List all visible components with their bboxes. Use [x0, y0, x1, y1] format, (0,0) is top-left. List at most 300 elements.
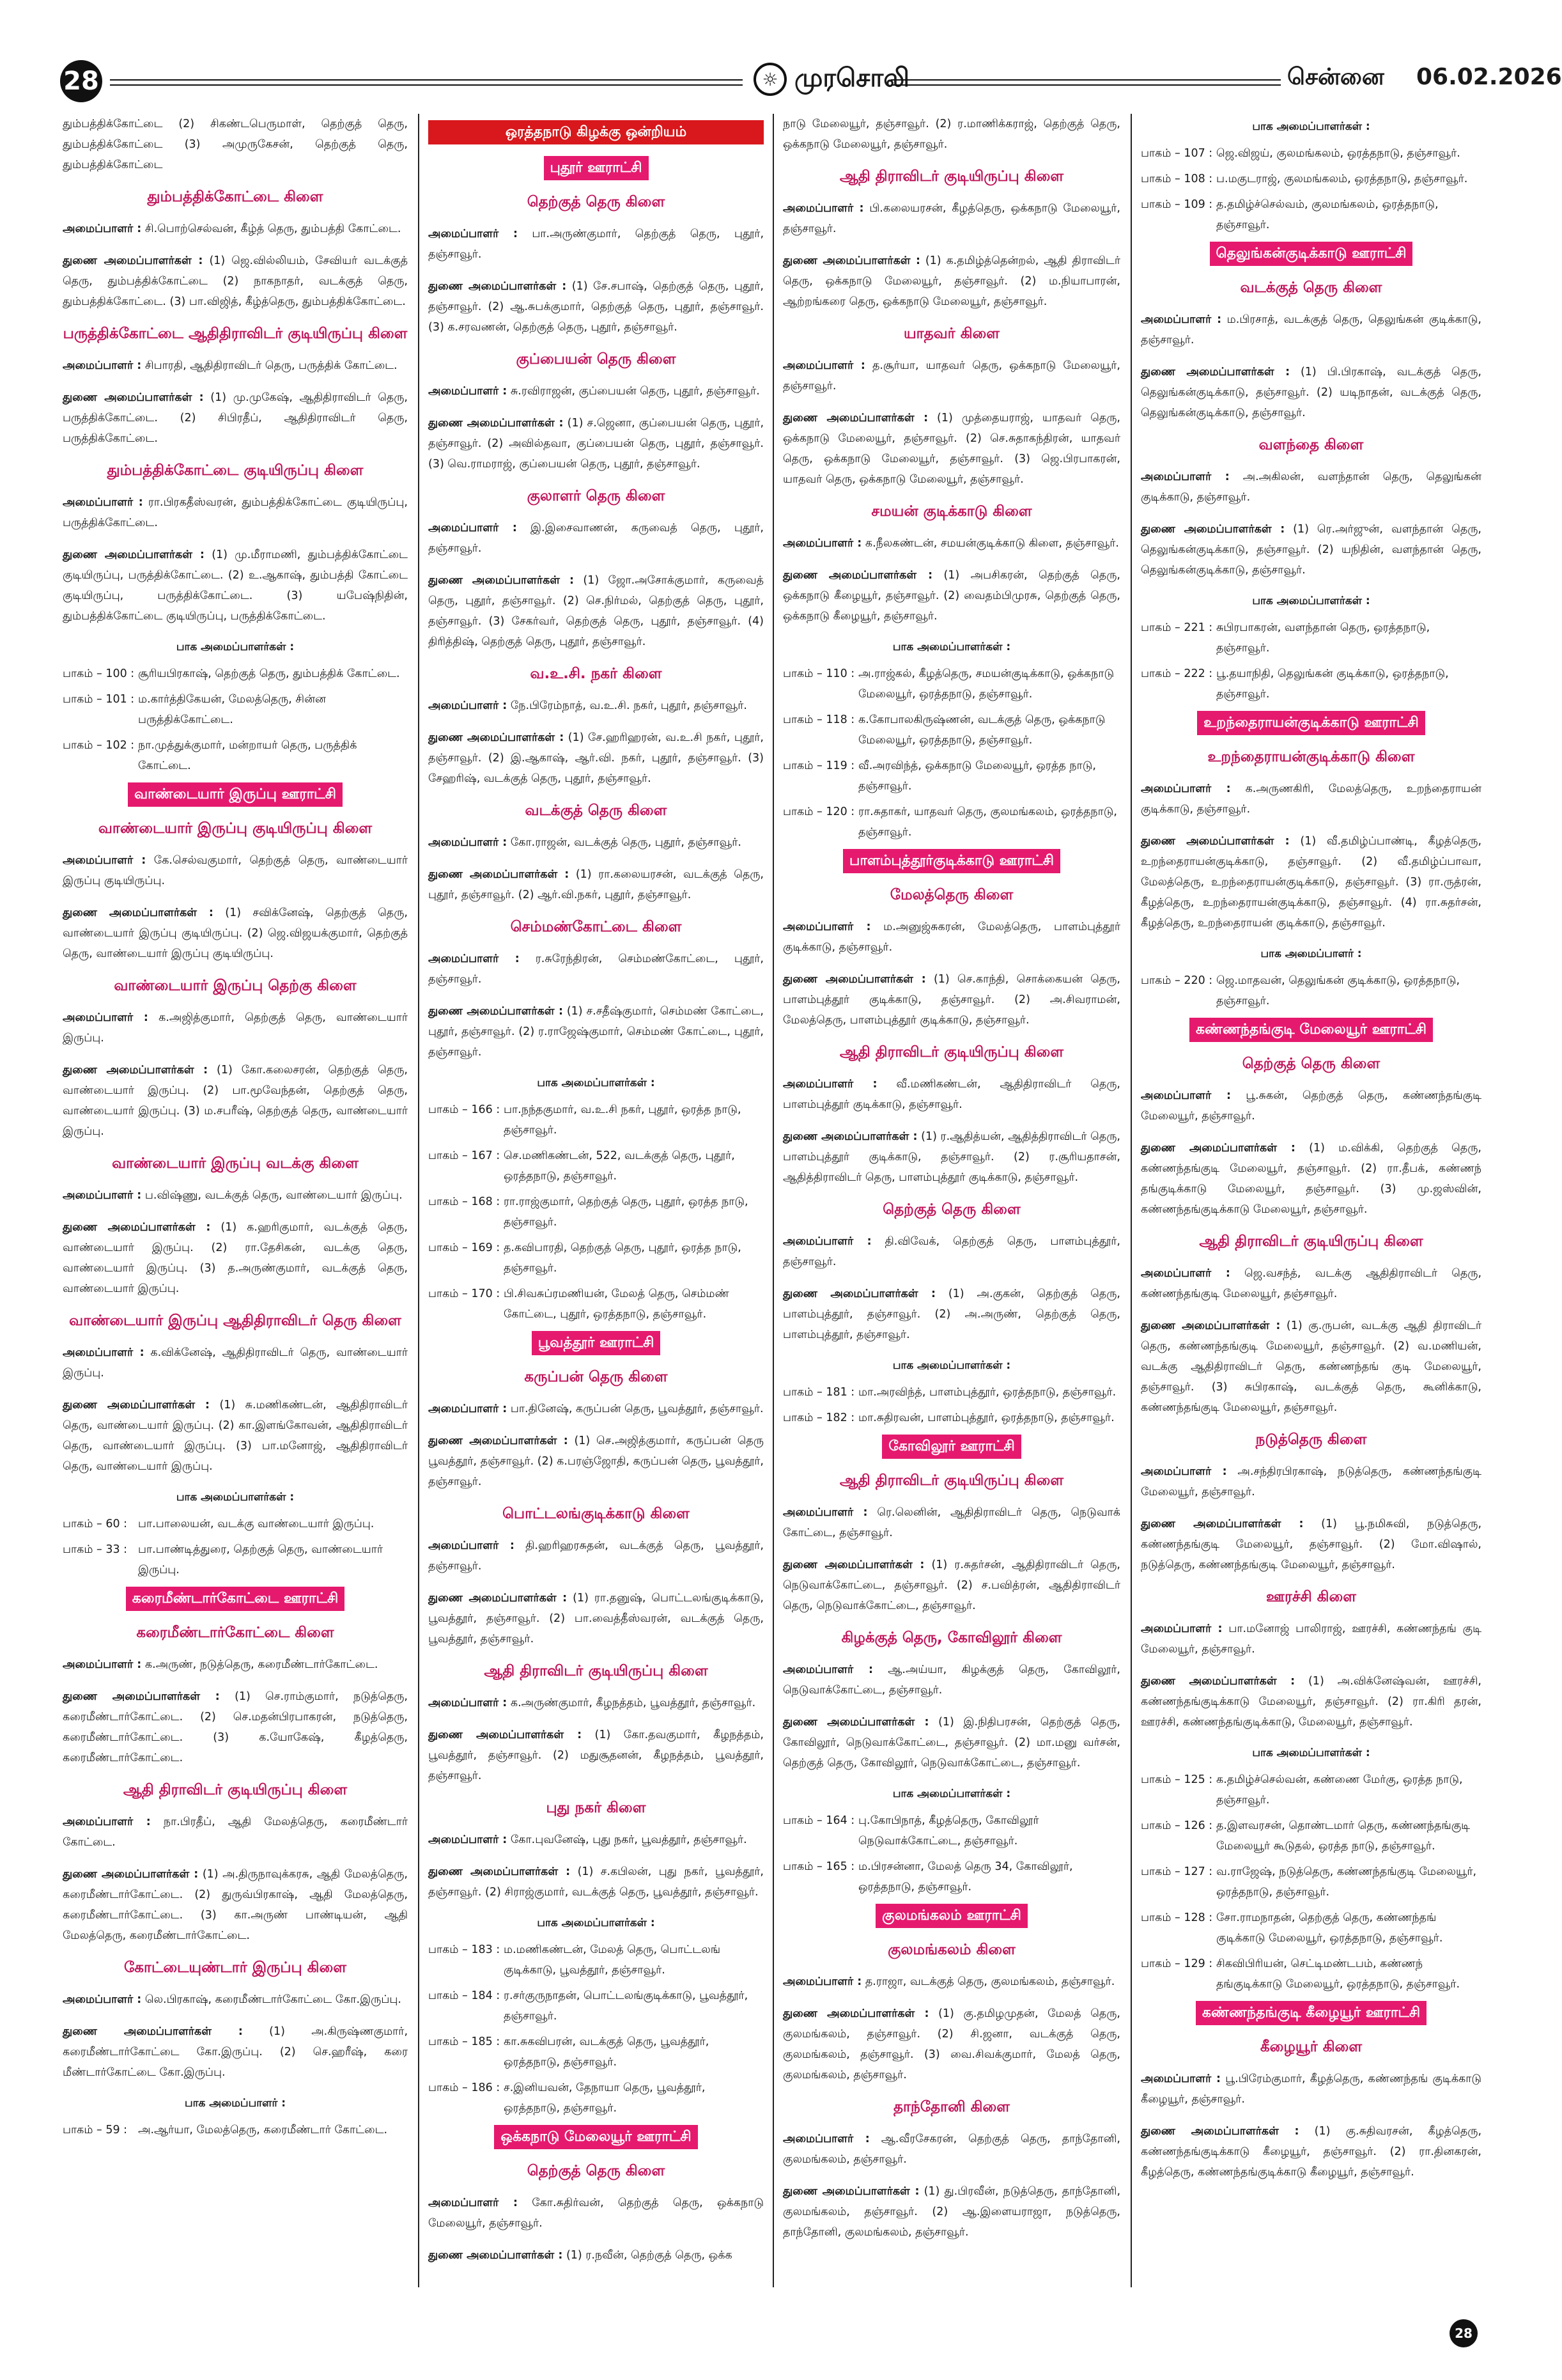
- paragraph-text: லெ.பிரகாஷ், கரைமீண்டார்கோட்டை கோ.இருப்பு.: [141, 1993, 401, 2006]
- role-label: துணை அமைப்பாளர்கள் :: [428, 1865, 571, 1878]
- role-label: அமைப்பாளர் :: [428, 2197, 518, 2209]
- union-heading-band: ஒரத்தநாடு கிழக்கு ஒன்றியம்: [428, 120, 764, 144]
- paragraph-text: த.ராஜா, வடக்குத் தெரு, குலமங்கலம், தஞ்சாவூர்.: [862, 1975, 1115, 1988]
- booth-number: பாகம் – 220 :: [1141, 974, 1213, 987]
- paragraph-text: (1) ச.கபிலன், புது நகர், பூவத்தூர், தஞ்சாவூர். (2) சிராஜ்குமார், வடக்குத் தெரு, பூவத்தூர், தஞ்சாவூர்.: [428, 1865, 764, 1899]
- paragraph-text: (1) கு.தமிழமுதன், மேலத் தெரு, குலமங்கலம், தஞ்சாவூர். (2) சி.ஜனா, வடக்குத் தெரு, குலமங்கலம், தஞ்சாவூர். (3) வை.சிவக்குமார், மேலத் தெரு, குலமங்கலம், தஞ்சாவூர்.: [783, 2007, 1120, 2081]
- paragraph: [783, 1502, 1120, 1543]
- panchayat-heading-band: புதூர் ஊராட்சி: [544, 156, 649, 180]
- paragraph: [63, 903, 408, 964]
- paragraph: [428, 1693, 764, 1713]
- booth-person: ப.மகுடராஜ், குலமங்கலம், ஒரத்தநாடு, தஞ்சாவூர்.: [1216, 173, 1468, 185]
- paragraph-text: (1) கு.ருபன், வடக்கு ஆதி திராவிடர் தெரு, கண்ணந்தங்குடி மேலையூர், தஞ்சாவூர். (2) வ.மணியன், வடக்கு ஆதிதிராவிடர் தெரு, கண்ணந்தங் குடி மேலையூர், தஞ்சாவூர். (3) சுபிரகாஷ், வடக்குத் தெரு, கூனிக்காடு, கண்ணந்தங்குடி மேலையூர், தஞ்சாவூர்.: [1141, 1319, 1481, 1414]
- branch-heading: தும்பத்திக்கோட்டை கிளை: [147, 189, 323, 205]
- role-label: அமைப்பாளர் :: [783, 1975, 862, 1988]
- booth-person: ரா.ராஜ்குமார், தெற்குத் தெரு, புதூர், ஒரத்த நாடு, தஞ்சாவூர்.: [504, 1195, 748, 1229]
- role-label: துணை அமைப்பாளர்கள் :: [1141, 1142, 1295, 1155]
- booth-number: பாகம் – 128 :: [1141, 1911, 1213, 1924]
- role-label: அமைப்பாளர் :: [783, 1078, 878, 1091]
- section-label: பாக அமைப்பாளர்கள் :: [537, 1917, 655, 1929]
- paragraph-text: (1) ச.சதீஷ்குமார், செம்மண் கோட்டை, புதூர், தஞ்சாவூர். (2) ர.ராஜேஷ்குமார், செம்மண் கோட்டை, புதூர், தஞ்சாவூர்.: [428, 1005, 764, 1059]
- role-label: துணை அமைப்பாளர்கள் :: [1141, 835, 1290, 848]
- paragraph-text: நா.பிரதீப், ஆதி மேலத்தெரு, கரைமீண்டார் கோட்டை.: [63, 1816, 408, 1849]
- paragraph-text: (1) கோ.தவகுமார், கீழநத்தம், பூவத்தூர், தஞ்சாவூர். (2) மதுசூதனன், கீழநத்தம், பூவத்தூர், தஞ்சாவூர்.: [428, 1729, 764, 1782]
- paragraph-text: (1) மு.முகேஷ், ஆதிதிராவிடர் தெரு, பருத்திக்கோட்டை. (2) சிபிரதீப், ஆதிதிராவிடர் தெரு, பருத்திக்கோட்டை.: [63, 391, 408, 445]
- paragraph-text: (1) க.ஹரிகுமார், வடக்குத் தெரு, வாண்டையார் இருப்பு. (2) ரா.தேசிகன், வடக்கு தெரு, வாண்டையார் இருப்பு. (3) த.அருண்குமார், வடக்குத் தெரு, வாண்டையார் இருப்பு.: [63, 1221, 408, 1295]
- paragraph-text: நாடு மேலையூர், தஞ்சாவூர். (2) ர.மாணிக்கராஜ், தெற்குத் தெரு, ஒக்கநாடு மேலையூர், தஞ்சாவூர்.: [783, 118, 1120, 151]
- booth-person: ரா.சுதாகர், யாதவர் தெரு, குலமங்கலம், ஒரத்தநாடு, தஞ்சாவூர்.: [858, 805, 1117, 839]
- role-label: அமைப்பாளர் :: [783, 1235, 872, 1248]
- role-label: துணை அமைப்பாளர்கள் :: [783, 1130, 918, 1143]
- booth-number: பாகம் – 169 :: [428, 1241, 500, 1254]
- paragraph: [63, 492, 408, 533]
- booth-person: ம.பிரசன்னா, மேலத் தெரு 34, கோவிலூர், ஒரத்தநாடு, தஞ்சாவூர்.: [858, 1860, 1073, 1894]
- paragraph-text: த.சூர்யா, யாதவர் தெரு, ஒக்கநாடு மேலையூர், தஞ்சாவூர்.: [783, 359, 1120, 393]
- branch-heading: கரைமீண்டார்கோட்டை கிளை: [136, 1624, 334, 1641]
- column-divider: [418, 114, 419, 2287]
- paragraph-text: ப.விஷ்ணு, வடக்குத் தெரு, வாண்டையார் இருப்பு.: [141, 1189, 403, 1202]
- paragraph: [1141, 831, 1481, 933]
- branch-heading: வாண்டையார் இருப்பு வடக்கு கிளை: [112, 1155, 359, 1172]
- section-label: பாக அமைப்பாளர்கள் :: [176, 641, 295, 653]
- paragraph: [783, 1284, 1120, 1345]
- booth-number: பாகம் – 60 :: [63, 1518, 128, 1530]
- booth-number: பாகம் – 126 :: [1141, 1819, 1213, 1832]
- paragraph-text: (1) ம.விக்கி, தெற்குத் தெரு, கண்ணந்தங்குடி மேலையூர், தஞ்சாவூர். (2) ரா.தீபக், கண்ணந் தங்குடிக்காடு மேலையூர், தஞ்சாவூர். (3) மு.ஜஸ்வின், கண்ணந்தங்குடிக்காடு மேலையூர், தஞ்சாவூர்.: [1141, 1142, 1481, 1216]
- paragraph-text: (1) ர.ஆதித்யன், ஆதித்திராவிடர் தெரு, பாளம்புத்தூர் குடிக்காடு, தஞ்சாவூர். (2) ர.சூரியதாசன், ஆதித்திராவிடர் தெரு, பாளம்புத்தூர் குடிக்காடு, தஞ்சாவூர்.: [783, 1130, 1120, 1184]
- paragraph-text: (1) பி.பிரகாஷ், வடக்குத் தெரு, தெலுங்கன்குடிக்காடு, தஞ்சாவூர். (2) யடிநாதன், வடக்குத் தெரு, தெலுங்கன்குடிக்காடு, தஞ்சாவூர்.: [1141, 366, 1481, 419]
- branch-heading: கருப்பன் தெரு கிளை: [524, 1369, 668, 1385]
- role-label: அமைப்பாளர் :: [1141, 1622, 1223, 1635]
- paragraph: [783, 1074, 1120, 1115]
- booth-person: வீ.அரவிந்த், ஒக்கநாடு மேலையூர், ஒரத்த நாடு, தஞ்சாவூர்.: [858, 759, 1096, 793]
- branch-heading: வடக்குத் தெரு கிளை: [1240, 279, 1382, 296]
- branch-heading: வளந்தை கிளை: [1258, 437, 1364, 453]
- paragraph: [783, 565, 1120, 626]
- paragraph: [63, 219, 408, 239]
- branch-heading: புது நகர் கிளை: [546, 1800, 646, 1816]
- booth-entry: [783, 1856, 1120, 1897]
- role-label: அமைப்பாளர் :: [63, 359, 142, 372]
- footer-page-number: 28: [1450, 2319, 1478, 2347]
- booth-number: பாகம் – 127 :: [1141, 1865, 1213, 1878]
- paragraph: [63, 1686, 408, 1768]
- booth-person: வ.ராஜேஷ், நடுத்தெரு, கண்ணந்தங்குடி மேலையூர், ஒரத்தநாடு, தஞ்சாவூர்.: [1216, 1865, 1477, 1899]
- booth-person: ஜெ.விஜய், குலமங்கலம், ஒரத்தநாடு, தஞ்சாவூர்.: [1216, 147, 1460, 160]
- booth-entry: [428, 1238, 764, 1279]
- paragraph-text: (1) சே.ஹரிஹரன், வ.உ.சி நகர், புதூர், தஞ்சாவூர். (2) இ.ஆகாஷ், ஆர்.வி. நகர், புதூர், தஞ்சாவூர். (3) சேஹரிஷ், வடக்குத் தெரு, புதூர், தஞ்சாவூர்.: [428, 731, 764, 785]
- panchayat-heading-band: கரைமீண்டார்கோட்டை ஊராட்சி: [126, 1587, 345, 1611]
- booth-entry: [783, 802, 1120, 843]
- booth-person: ஜெ.மாதவன், தெலுங்கன் குடிக்காடு, ஒரத்தநாடு, தஞ்சாவூர்.: [1216, 974, 1460, 1007]
- paragraph-text: தும்பத்திக்கோட்டை (2) சிகண்டபெருமாள், தெற்குத் தெரு, தும்பத்திக்கோட்டை (3) அமுருகேசன், தெற்குத் தெரு, தும்பத்திக்கோட்டை: [63, 118, 408, 171]
- booth-number: பாகம் – 182 :: [783, 1412, 855, 1424]
- paragraph-text: பா.தினேஷ், கருப்பன் தெரு, பூவத்தூர், தஞ்சாவூர்.: [507, 1403, 764, 1415]
- sun-emblem-icon: ☼: [754, 63, 787, 96]
- paragraph: [1141, 362, 1481, 423]
- role-label: துணை அமைப்பாளர்கள் :: [63, 1399, 210, 1412]
- role-label: துணை அமைப்பாளர்கள் :: [1141, 366, 1290, 378]
- paragraph-text: (1) செ.காந்தி, சொக்கையன் தெரு, பாளம்புத்தூர் குடிக்காடு, தஞ்சாவூர். (2) அ.சிவராமன், மேலத்தெரு, பாளம்புத்தூர் குடிக்காடு, தஞ்சாவூர்.: [783, 973, 1120, 1027]
- booth-number: பாகம் – 120 :: [783, 805, 855, 818]
- role-label: துணை அமைப்பாளர்கள் :: [63, 906, 213, 919]
- paragraph: [63, 355, 408, 376]
- role-label: அமைப்பாளர் :: [428, 1403, 507, 1415]
- booth-number: பாகம் – 110 :: [783, 667, 855, 680]
- booth-entry: [1141, 1908, 1481, 1948]
- role-label: துணை அமைப்பாளர்கள் :: [428, 417, 564, 430]
- branch-heading: வாண்டையார் இருப்பு தெற்கு கிளை: [114, 977, 357, 994]
- booth-number: பாகம் – 168 :: [428, 1195, 500, 1208]
- booth-entry: [63, 664, 408, 684]
- paragraph: [428, 832, 764, 853]
- booth-person: மா.அரவிந்த், பாளம்புத்தூர், ஒரத்தநாடு, தஞ்சாவூர்.: [858, 1386, 1117, 1399]
- paragraph: [1141, 1461, 1481, 1502]
- role-label: துணை அமைப்பாளர்கள் :: [1141, 523, 1285, 536]
- branch-heading: கோட்டையுண்டார் இருப்பு கிளை: [123, 1959, 347, 1976]
- booth-entry: [1141, 169, 1481, 189]
- paragraph-text: கோ.புவனேஷ், புது நகர், பூவத்தூர், தஞ்சாவூர்.: [507, 1833, 747, 1846]
- section-label: பாக அமைப்பாளர்கள் :: [537, 1077, 655, 1089]
- branch-heading: கீழையூர் கிளை: [1260, 2039, 1363, 2055]
- paragraph-text: தி.ஹரிஹரசுதன், வடக்குத் தெரு, பூவத்தூர், தஞ்சாவூர்.: [428, 1539, 764, 1573]
- panchayat-heading-band: வாண்டையார் இருப்பு ஊராட்சி: [128, 782, 343, 807]
- branch-heading: ஆதி திராவிடர் குடியிருப்பு கிளை: [839, 168, 1064, 185]
- paragraph-text: (1) து.பிரவீன், நடுத்தெரு, தாந்தோனி, குலமங்கலம், தஞ்சாவூர். (2) ஆ.இளையராஜா, நடுத்தெரு, தாந்தோனி, குலமங்கலம், தஞ்சாவூர்.: [783, 2185, 1121, 2239]
- role-label: அமைப்பாளர் :: [1141, 2073, 1221, 2085]
- paragraph: [1141, 519, 1481, 580]
- masthead: [60, 58, 1562, 104]
- section-label: பாக அமைப்பாளர்கள் :: [1252, 595, 1370, 607]
- paragraph-text: கோ.சுதிர்வன், தெற்குத் தெரு, ஒக்கநாடு மேலையூர், தஞ்சாவூர்.: [428, 2197, 764, 2230]
- paragraph-text: (1) சே.சபாஷ், தெற்குத் தெரு, புதூர், தஞ்சாவூர். (2) ஆ.சுபக்குமார், தெற்குத் தெரு, புதூர், தஞ்சாவூர். (3) க.சரவணன், தெற்குத் தெரு, புதூர், தஞ்சாவூர்.: [428, 280, 764, 334]
- paragraph: [63, 1989, 408, 2010]
- paragraph-text: (1) ர.சுதர்சன், ஆதிதிராவிடர் தெரு, நெடுவாக்கோட்டை, தஞ்சாவூர். (2) ச.பவித்ரன், ஆதிதிராவிடர் தெரு, நெடுவாக்கோட்டை, தஞ்சாவூர்.: [783, 1559, 1120, 1612]
- paragraph: [63, 545, 408, 626]
- paragraph: [63, 1812, 408, 1853]
- article-column-2: [422, 114, 770, 2287]
- role-label: அமைப்பாளர் :: [783, 921, 871, 933]
- role-label: துணை அமைப்பாளர்கள் :: [63, 1868, 199, 1881]
- section-label: பாக அமைப்பாளர்கள் :: [1252, 1746, 1370, 1759]
- paragraph-text: (1) ரெ.அர்ஜுன், வளந்தான் தெரு, தெலுங்கன்குடிக்காடு, தஞ்சாவூர். (2) யநிதின், வளந்தான் தெரு, தெலுங்கன்குடிக்காடு, தஞ்சாவூர்.: [1141, 523, 1481, 577]
- booth-person: ம.மணிகண்டன், மேலத் தெரு, பொட்டலங் குடிக்காடு, பூவத்தூர், தஞ்சாவூர்.: [504, 1943, 721, 1977]
- role-label: அமைப்பாளர் :: [63, 1189, 142, 1202]
- role-label: துணை அமைப்பாளர்கள் :: [783, 412, 929, 424]
- paragraph: [428, 1862, 764, 1902]
- branch-heading: சமயன் குடிக்காடு கிளை: [871, 503, 1032, 520]
- masthead-rule-right: [891, 79, 1281, 86]
- paragraph-text: (1) ச.ஜெனா, குப்பையன் தெரு, புதூர், தஞ்சாவூர். (2) அவில்தவா, குப்பையன் தெரு, புதூர், தஞ்சாவூர். (3) வெ.ராமராஜ், குப்பையன் தெரு, புதூர், தஞ்சாவூர்.: [428, 417, 764, 471]
- role-label: துணை அமைப்பாளர்கள் :: [428, 1729, 582, 1741]
- paragraph: [1141, 309, 1481, 350]
- booth-entry: [428, 2078, 764, 2119]
- paragraph: [783, 917, 1120, 958]
- paragraph: [783, 408, 1120, 490]
- booth-entry: [1141, 1816, 1481, 1856]
- role-label: துணை அமைப்பாளர்கள் :: [428, 574, 574, 587]
- role-label: துணை அமைப்பாளர்கள் :: [1141, 2125, 1299, 2138]
- role-label: அமைப்பாளர் :: [428, 1539, 514, 1552]
- panchayat-heading-band: பாளம்புத்தூர்குடிக்காடு ஊராட்சி: [843, 849, 1060, 873]
- paragraph-text: பி.கலையரசன், கீழத்தெரு, ஒக்கநாடு மேலையூர், தஞ்சாவூர்.: [783, 202, 1120, 235]
- paragraph: [428, 381, 764, 401]
- booth-person: பூ.தயாநிதி, தெலுங்கன் குடிக்காடு, ஒரத்தநாடு, தஞ்சாவூர்.: [1216, 667, 1449, 701]
- paragraph-text: (1) ர.நவீன், தெற்குத் தெரு, ஒக்க: [562, 2249, 732, 2262]
- paragraph-text: (1) முத்தையராஜ், யாதவர் தெரு, ஒக்கநாடு மேலையூர், தஞ்சாவூர். (2) செ.சுதாகந்திரன், யாதவர் தெரு, ஒக்கநாடு மேலையூர், தஞ்சாவூர். (3) ஜெ.பிரபாகரன், யாதவர் தெரு, ஒக்கநாடு மேலையூர், தஞ்சாவூர்.: [783, 412, 1120, 486]
- role-label: அமைப்பாளர் :: [63, 1346, 144, 1359]
- masthead-rule-left: [110, 79, 743, 86]
- role-label: துணை அமைப்பாளர்கள் :: [428, 1592, 568, 1605]
- paragraph-text: ஆ.வீரசேகரன், தெற்குத் தெரு, தாந்தோனி, குலமங்கலம், தஞ்சாவூர்.: [783, 2133, 1120, 2166]
- role-label: துணை அமைப்பாளர்கள் :: [783, 2007, 929, 2020]
- booth-entry: [783, 710, 1120, 751]
- paragraph: [428, 696, 764, 716]
- role-label: அமைப்பாளர் :: [428, 699, 507, 712]
- role-label: அமைப்பாளர் :: [428, 385, 507, 398]
- paragraph-text: அ.அகிலன், வளந்தான் தெரு, தெலுங்கன் குடிக்காடு, தஞ்சாவூர்.: [1141, 471, 1481, 504]
- booth-number: பாகம் – 59 :: [63, 2124, 128, 2136]
- paragraph-text: கே.செல்வகுமார், தெற்குத் தெரு, வாண்டையார் இருப்பு குடியிருப்பு.: [63, 854, 408, 887]
- article-column-4: [1134, 114, 1488, 2287]
- paragraph: [428, 2193, 764, 2234]
- panchayat-heading-band: குலமங்கலம் ஊராட்சி: [876, 1904, 1028, 1928]
- booth-entry: [783, 1810, 1120, 1851]
- role-label: துணை அமைப்பாளர்கள் :: [63, 391, 204, 404]
- article-column-3: [777, 114, 1127, 2287]
- paragraph: [1141, 1514, 1481, 1575]
- booth-entry: [783, 1408, 1120, 1428]
- paragraph: [63, 1342, 408, 1383]
- booth-number: பாகம் – 129 :: [1141, 1957, 1213, 1970]
- paragraph: [783, 114, 1120, 155]
- role-label: துணை அமைப்பாளர்கள் :: [783, 1559, 925, 1571]
- booth-number: பாகம் – 100 :: [63, 667, 135, 680]
- paragraph-text: ரா.பிரகதீஸ்வரன், தும்பத்திக்கோட்டை குடியிருப்பு, பருத்திக்கோட்டை.: [63, 496, 408, 529]
- paragraph-text: பூ.பிரேம்குமார், கீழத்தெரு, கண்ணந்தங் குடிக்காடு கீழையூர், தஞ்சாவூர்.: [1141, 2073, 1481, 2106]
- paragraph: [783, 1660, 1120, 1700]
- paragraph: [428, 1431, 764, 1492]
- city-name: சென்னை: [1287, 64, 1384, 90]
- role-label: அமைப்பாளர் :: [1141, 1089, 1231, 1102]
- booth-entry: [63, 1539, 408, 1580]
- booth-person: த.கவிபாரதி, தெற்குத் தெரு, புதூர், ஒரத்த நாடு, தஞ்சாவூர்.: [504, 1241, 741, 1275]
- role-label: அமைப்பாளர் :: [63, 496, 143, 509]
- paragraph: [428, 949, 764, 990]
- booth-person: த.இளவரசன், தொண்டமார் தெரு, கண்ணந்தங்குடி மேலையூர் கூடுதல், ஒரத்த நாடு, தஞ்சாவூர்.: [1216, 1819, 1471, 1853]
- booth-entry: [428, 1986, 764, 2026]
- paragraph: [783, 533, 1120, 554]
- panchayat-heading-band: கண்ணந்தங்குடி கீழையூர் ஊராட்சி: [1196, 2001, 1427, 2025]
- paragraph: [1141, 2069, 1481, 2110]
- paragraph-text: (1) க.தமிழ்த்தென்றல், ஆதி திராவிடர் தெரு, ஒக்கநாடு மேலையூர், தஞ்சாவூர். (2) ம.நியாபாரன், ஆற்றங்கரை தெரு, ஒக்கநாடு மேலையூர், தஞ்சாவூர்.: [783, 254, 1120, 308]
- branch-heading: பொட்டலங்குடிக்காடு கிளை: [502, 1505, 690, 1522]
- paragraph: [428, 1001, 764, 1062]
- paragraph-text: (1) அபசிகரன், தெற்குத் தெரு, ஒக்கநாடு கீழையூர், தஞ்சாவூர். (2) வைதம்பிமுரசு, தெற்குத் தெரு, ஒக்கநாடு கீழையூர், தஞ்சாவூர்.: [783, 569, 1120, 623]
- paragraph: [428, 276, 764, 338]
- paragraph-text: க.அருண், நடுத்தெரு, கரைமீண்டார்கோட்டை.: [141, 1658, 378, 1671]
- booth-number: பாகம் – 108 :: [1141, 173, 1213, 185]
- booth-number: பாகம் – 118 :: [783, 713, 855, 726]
- role-label: அமைப்பாளர் :: [1141, 313, 1222, 326]
- paragraph-text: நே.பிரேம்நாத், வ.உ.சி. நகர், புதூர், தஞ்சாவூர்.: [507, 699, 747, 712]
- role-label: துணை அமைப்பாளர்கள் :: [783, 254, 920, 267]
- role-label: அமைப்பாளர் :: [1141, 782, 1231, 795]
- paragraph-text: (1) சவிக்னேஷ், தெற்குத் தெரு, வாண்டையார் இருப்பு குடியிருப்பு. (2) ஜெ.விஜயக்குமார், தெற்குத் தெரு, வாண்டையார் இருப்பு குடியிருப்பு.: [63, 906, 408, 960]
- paragraph-text: க.அஜித்குமார், தெற்குத் தெரு, வாண்டையார் இருப்பு.: [63, 1011, 408, 1045]
- paragraph: [63, 1060, 408, 1142]
- branch-heading: ஆதி திராவிடர் குடியிருப்பு கிளை: [839, 1044, 1064, 1061]
- paragraph: [428, 864, 764, 905]
- paragraph-text: (1) கு.சுதிவரசன், கீழத்தெரு, கண்ணந்தங்குடிக்காடு கீழையூர், தஞ்சாவூர். (2) ரா.தினகரன், கீழத்தெரு, கண்ணந்தங்குடிக்காடு கீழையூர், தஞ்சாவூர்.: [1141, 2125, 1482, 2179]
- role-label: அமைப்பாளர் :: [63, 1816, 151, 1828]
- paragraph-text: (1) மு.மீராமணி, தும்பத்திக்கோட்டை குடியிருப்பு, பருத்திக்கோட்டை. (2) உ.ஆகாஷ், தும்பத்தி கோட்டை குடியிருப்பு, பருத்திக்கோட்டை. (3) யபேஷ்நிதின், தும்பத்திக்கோட்டை குடியிருப்பு, பருத்திக்கோட்டை.: [63, 548, 408, 623]
- paragraph-text: இ.இசைவாணன், கருவைத் தெரு, புதூர், தஞ்சாவூர்.: [428, 522, 764, 555]
- booth-person: த.தமிழ்ச்செல்வம், குலமங்கலம், ஒரத்தநாடு, தஞ்சாவூர்.: [1216, 198, 1439, 231]
- paragraph: [1141, 1671, 1481, 1732]
- role-label: துணை அமைப்பாளர்கள் :: [783, 1716, 929, 1729]
- booth-entry: [1141, 618, 1481, 658]
- booth-number: பாகம் – 164 :: [783, 1814, 855, 1827]
- role-label: அமைப்பாளர் :: [63, 1993, 142, 2006]
- panchayat-heading-band: உறந்தைராயன்குடிக்காடு ஊராட்சி: [1197, 711, 1425, 735]
- page-number-badge: 28: [60, 60, 102, 102]
- booth-person: அ.ஆர்யா, மேலத்தெரு, கரைமீண்டார் கோட்டை.: [138, 2124, 388, 2136]
- booth-person: சூரியபிரகாஷ், தெற்குத் தெரு, தும்பத்திக் கோட்டை.: [138, 667, 400, 680]
- role-label: அமைப்பாளர் :: [1141, 471, 1230, 483]
- column-divider: [773, 114, 774, 2287]
- booth-entry: [63, 735, 408, 776]
- paragraph: [428, 1536, 764, 1576]
- role-label: அமைப்பாளர் :: [428, 1697, 507, 1709]
- paragraph: [63, 1217, 408, 1299]
- booth-person: ர.சர்குருநாதன், பொட்டலங்குடிக்காடு, பூவத்தூர், தஞ்சாவூர்.: [504, 1989, 748, 2023]
- paragraph: [1141, 1316, 1481, 1418]
- panchayat-heading-band: கோவிலூர் ஊராட்சி: [882, 1435, 1021, 1459]
- booth-entry: [63, 689, 408, 730]
- booth-number: பாகம் – 181 :: [783, 1386, 855, 1399]
- paragraph: [1141, 1263, 1481, 1304]
- paragraph-text: ரெ.லெனின், ஆதிதிராவிடர் தெரு, நெடுவாக் கோட்டை, தஞ்சாவூர்.: [783, 1506, 1120, 1539]
- paragraph: [428, 1830, 764, 1850]
- paragraph: [428, 224, 764, 265]
- paragraph-text: சு.ரவிராஜன், குப்பையன் தெரு, புதூர், தஞ்சாவூர்.: [507, 385, 760, 398]
- paragraph-text: க.நீலகண்டன், சமயன்குடிக்காடு கிளை, தஞ்சாவூர்.: [862, 537, 1119, 550]
- paragraph-text: (1) இ.நிதிபரசன், தெற்குத் தெரு, கோவிலூர், நெடுவாக்கோட்டை, தஞ்சாவூர். (2) மா.மனு வர்சன், தெற்குத் தெரு, கோவிலூர், நெடுவாக்கோட்டை, தஞ்சாவூர்.: [783, 1716, 1120, 1769]
- paragraph: [1141, 467, 1481, 508]
- role-label: அமைப்பாளர் :: [428, 836, 507, 849]
- paragraph-text: (1) செ.அஜித்குமார், கருப்பன் தெரு பூவத்தூர், தஞ்சாவூர். (2) க.பரஞ்ஜோதி, கருப்பன் தெரு, பூவத்தூர், தஞ்சாவூர்.: [428, 1435, 764, 1488]
- branch-heading: மேலத்தெரு கிளை: [890, 887, 1014, 903]
- role-label: அமைப்பாளர் :: [428, 1833, 507, 1846]
- paragraph-text: (1) அ.குகன், தெற்குத் தெரு, பாளம்புத்தூர், தஞ்சாவூர். (2) அ.அருண், தெற்குத் தெரு, பாளம்புத்தூர், தஞ்சாவூர்.: [783, 1287, 1120, 1341]
- section-label: பாக அமைப்பாளர்கள் :: [892, 1359, 1011, 1372]
- branch-heading: குப்பையன் தெரு கிளை: [516, 351, 676, 368]
- booth-entry: [428, 1940, 764, 1980]
- paragraph: [428, 2245, 764, 2266]
- paragraph: [783, 2129, 1120, 2170]
- role-label: அமைப்பாளர் :: [783, 1663, 874, 1676]
- role-label: துணை அமைப்பாளர்கள் :: [783, 2185, 920, 2198]
- role-label: துணை அமைப்பாளர்கள் :: [428, 1435, 568, 1447]
- paragraph-text: க.அருணகிரி, மேலத்தெரு, உறந்தைராயன் குடிக்காடு, தஞ்சாவூர்.: [1141, 782, 1481, 816]
- paragraph-text: (1) ரா.தனுஷ், பொட்டலங்குடிக்காடு, பூவத்தூர், தஞ்சாவூர். (2) பா.வைத்தீஸ்வரன், வடக்குத் தெரு, பூவத்தூர், தஞ்சாவூர்.: [428, 1592, 764, 1645]
- paragraph: [428, 413, 764, 474]
- booth-person: கா.சுகவிபரன், வடக்குத் தெரு, பூவத்தூர், ஒரத்தநாடு, தஞ்சாவூர்.: [504, 2035, 709, 2069]
- booth-entry: [1141, 194, 1481, 235]
- branch-heading: தெற்குத் தெரு கிளை: [527, 2163, 665, 2179]
- paragraph: [783, 2003, 1120, 2085]
- booth-number: பாகம் – 170 :: [428, 1287, 500, 1300]
- branch-heading: ஆதி திராவிடர் குடியிருப்பு கிளை: [1199, 1233, 1423, 1250]
- paragraph: [783, 2181, 1120, 2243]
- role-label: துணை அமைப்பாளர்கள் :: [63, 2025, 243, 2038]
- paragraph-text: கோ.ராஜன், வடக்குத் தெரு, புதூர், தஞ்சாவூர்.: [507, 836, 741, 849]
- role-label: அமைப்பாளர் :: [783, 202, 864, 215]
- paragraph: [783, 1555, 1120, 1616]
- branch-heading: குலாளர் தெரு கிளை: [527, 488, 665, 504]
- branch-heading: யாதவர் கிளை: [903, 325, 1000, 342]
- booth-entry: [428, 1284, 764, 1325]
- booth-entry: [1141, 664, 1481, 704]
- paragraph-text: (1) ரா.கலையரசன், வடக்குத் தெரு, புதூர், தஞ்சாவூர். (2) ஆர்.வி.நகர், புதூர், தஞ்சாவூர்.: [428, 868, 764, 901]
- booth-person: சிகவிபிரியன், செட்டிமண்டபம், கண்ணந் தங்குடிக்காடு மேலையூர், ஒரத்தநாடு, தஞ்சாவூர்.: [1216, 1957, 1460, 1991]
- booth-entry: [783, 1382, 1120, 1403]
- booth-number: பாகம் – 221 :: [1141, 621, 1213, 634]
- booth-number: பாகம் – 107 :: [1141, 147, 1213, 160]
- paragraph: [783, 251, 1120, 312]
- booth-person: க.தமிழ்ச்செல்வன், கண்ணை மேர்கு, ஒரத்த நாடு, தஞ்சாவூர்.: [1216, 1773, 1463, 1807]
- paragraph-text: (1) அ.விக்னேஷ்வன், ஊரச்சி, கண்ணந்தங்குடிக்காடு மேலையூர், தஞ்சாவூர். (2) ரா.கிரி தரன், ஊரச்சி, கண்ணந்தங்குடிக்காடு, மேலையூர், தஞ்சாவூர்.: [1141, 1675, 1481, 1729]
- branch-heading: நடுத்தெரு கிளை: [1255, 1431, 1367, 1448]
- paragraph-text: பா.அருண்குமார், தெற்குத் தெரு, புதூர், தஞ்சாவூர்.: [428, 228, 764, 261]
- booth-entry: [783, 756, 1120, 797]
- branch-heading: ஊரச்சி கிளை: [1266, 1589, 1356, 1605]
- paragraph: [1141, 1138, 1481, 1220]
- role-label: அமைப்பாளர் :: [783, 1506, 868, 1519]
- paragraph: [428, 1588, 764, 1649]
- paragraph-text: ஜெ.வசந்த், வடக்கு ஆதிதிராவிடர் தெரு, கண்ணந்தங்குடி மேலையூர், தஞ்சாவூர்.: [1141, 1267, 1482, 1300]
- section-label: பாக அமைப்பாளர் :: [1260, 947, 1362, 960]
- panchayat-heading-band: தெலுங்கன்குடிக்காடு ஊராட்சி: [1210, 242, 1413, 266]
- paragraph-text: பா.மனோஜ் பாலிராஜ், ஊரச்சி, கண்ணந்தங் குடி மேலையூர், தஞ்சாவூர்.: [1141, 1622, 1481, 1656]
- role-label: துணை அமைப்பாளர்கள் :: [63, 1221, 211, 1234]
- paragraph: [1141, 2121, 1481, 2182]
- paragraph: [428, 518, 764, 559]
- booth-number: பாகம் – 167 :: [428, 1149, 500, 1162]
- paragraph: [1141, 1085, 1481, 1126]
- booth-number: பாகம் – 102 :: [63, 739, 135, 752]
- paragraph-text: (1) அ.திருநாவுக்கரசு, ஆதி மேலத்தெரு, கரைமீண்டார்கோட்டை. (2) துருவ்பிரகாஷ், ஆதி மேலத்தெரு, கரைமீண்டார்கோட்டை. (3) கா.அருண் பாண்டியன், ஆதி மேலத்தெரு, கரைமீண்டார்கோட்டை.: [63, 1868, 408, 1942]
- booth-number: பாகம் – 165 :: [783, 1860, 855, 1873]
- branch-heading: குலமங்கலம் கிளை: [888, 1941, 1016, 1958]
- paragraph: [63, 1864, 408, 1946]
- booth-person: பா.பாலையன், வடக்கு வாண்டையார் இருப்பு.: [138, 1518, 375, 1530]
- dateline: [1287, 64, 1562, 93]
- booth-person: பா.பாண்டித்துரை, தெற்குத் தெரு, வாண்டையார் இருப்பு.: [138, 1543, 383, 1576]
- role-label: துணை அமைப்பாளர்கள் :: [1141, 1518, 1304, 1530]
- booth-entry: [1141, 143, 1481, 164]
- issue-date: 06.02.2026: [1416, 64, 1562, 90]
- paragraph: [783, 1972, 1120, 1992]
- paragraph: [783, 198, 1120, 239]
- branch-heading: தெற்குத் தெரு கிளை: [1242, 1055, 1380, 1072]
- booth-person: பா.நந்தகுமார், வ.உ.சி நகர், புதூர், ஒரத்த நாடு, தஞ்சாவூர்.: [504, 1103, 741, 1137]
- section-label: பாக அமைப்பாளர் :: [184, 2097, 286, 2110]
- paragraph-text: (1) சு.மணிகண்டன், ஆதிதிராவிடர் தெரு, வாண்டையார் இருப்பு. (2) கா.இளங்கோவன், ஆதிதிராவிடர் தெரு, வாண்டையார் இருப்பு. (3) பா.மனோஜ், ஆதிதிராவிடர் தெரு, வாண்டையார் இருப்பு.: [63, 1399, 408, 1473]
- paragraph: [783, 969, 1120, 1031]
- role-label: துணை அமைப்பாளர்கள் :: [63, 254, 203, 267]
